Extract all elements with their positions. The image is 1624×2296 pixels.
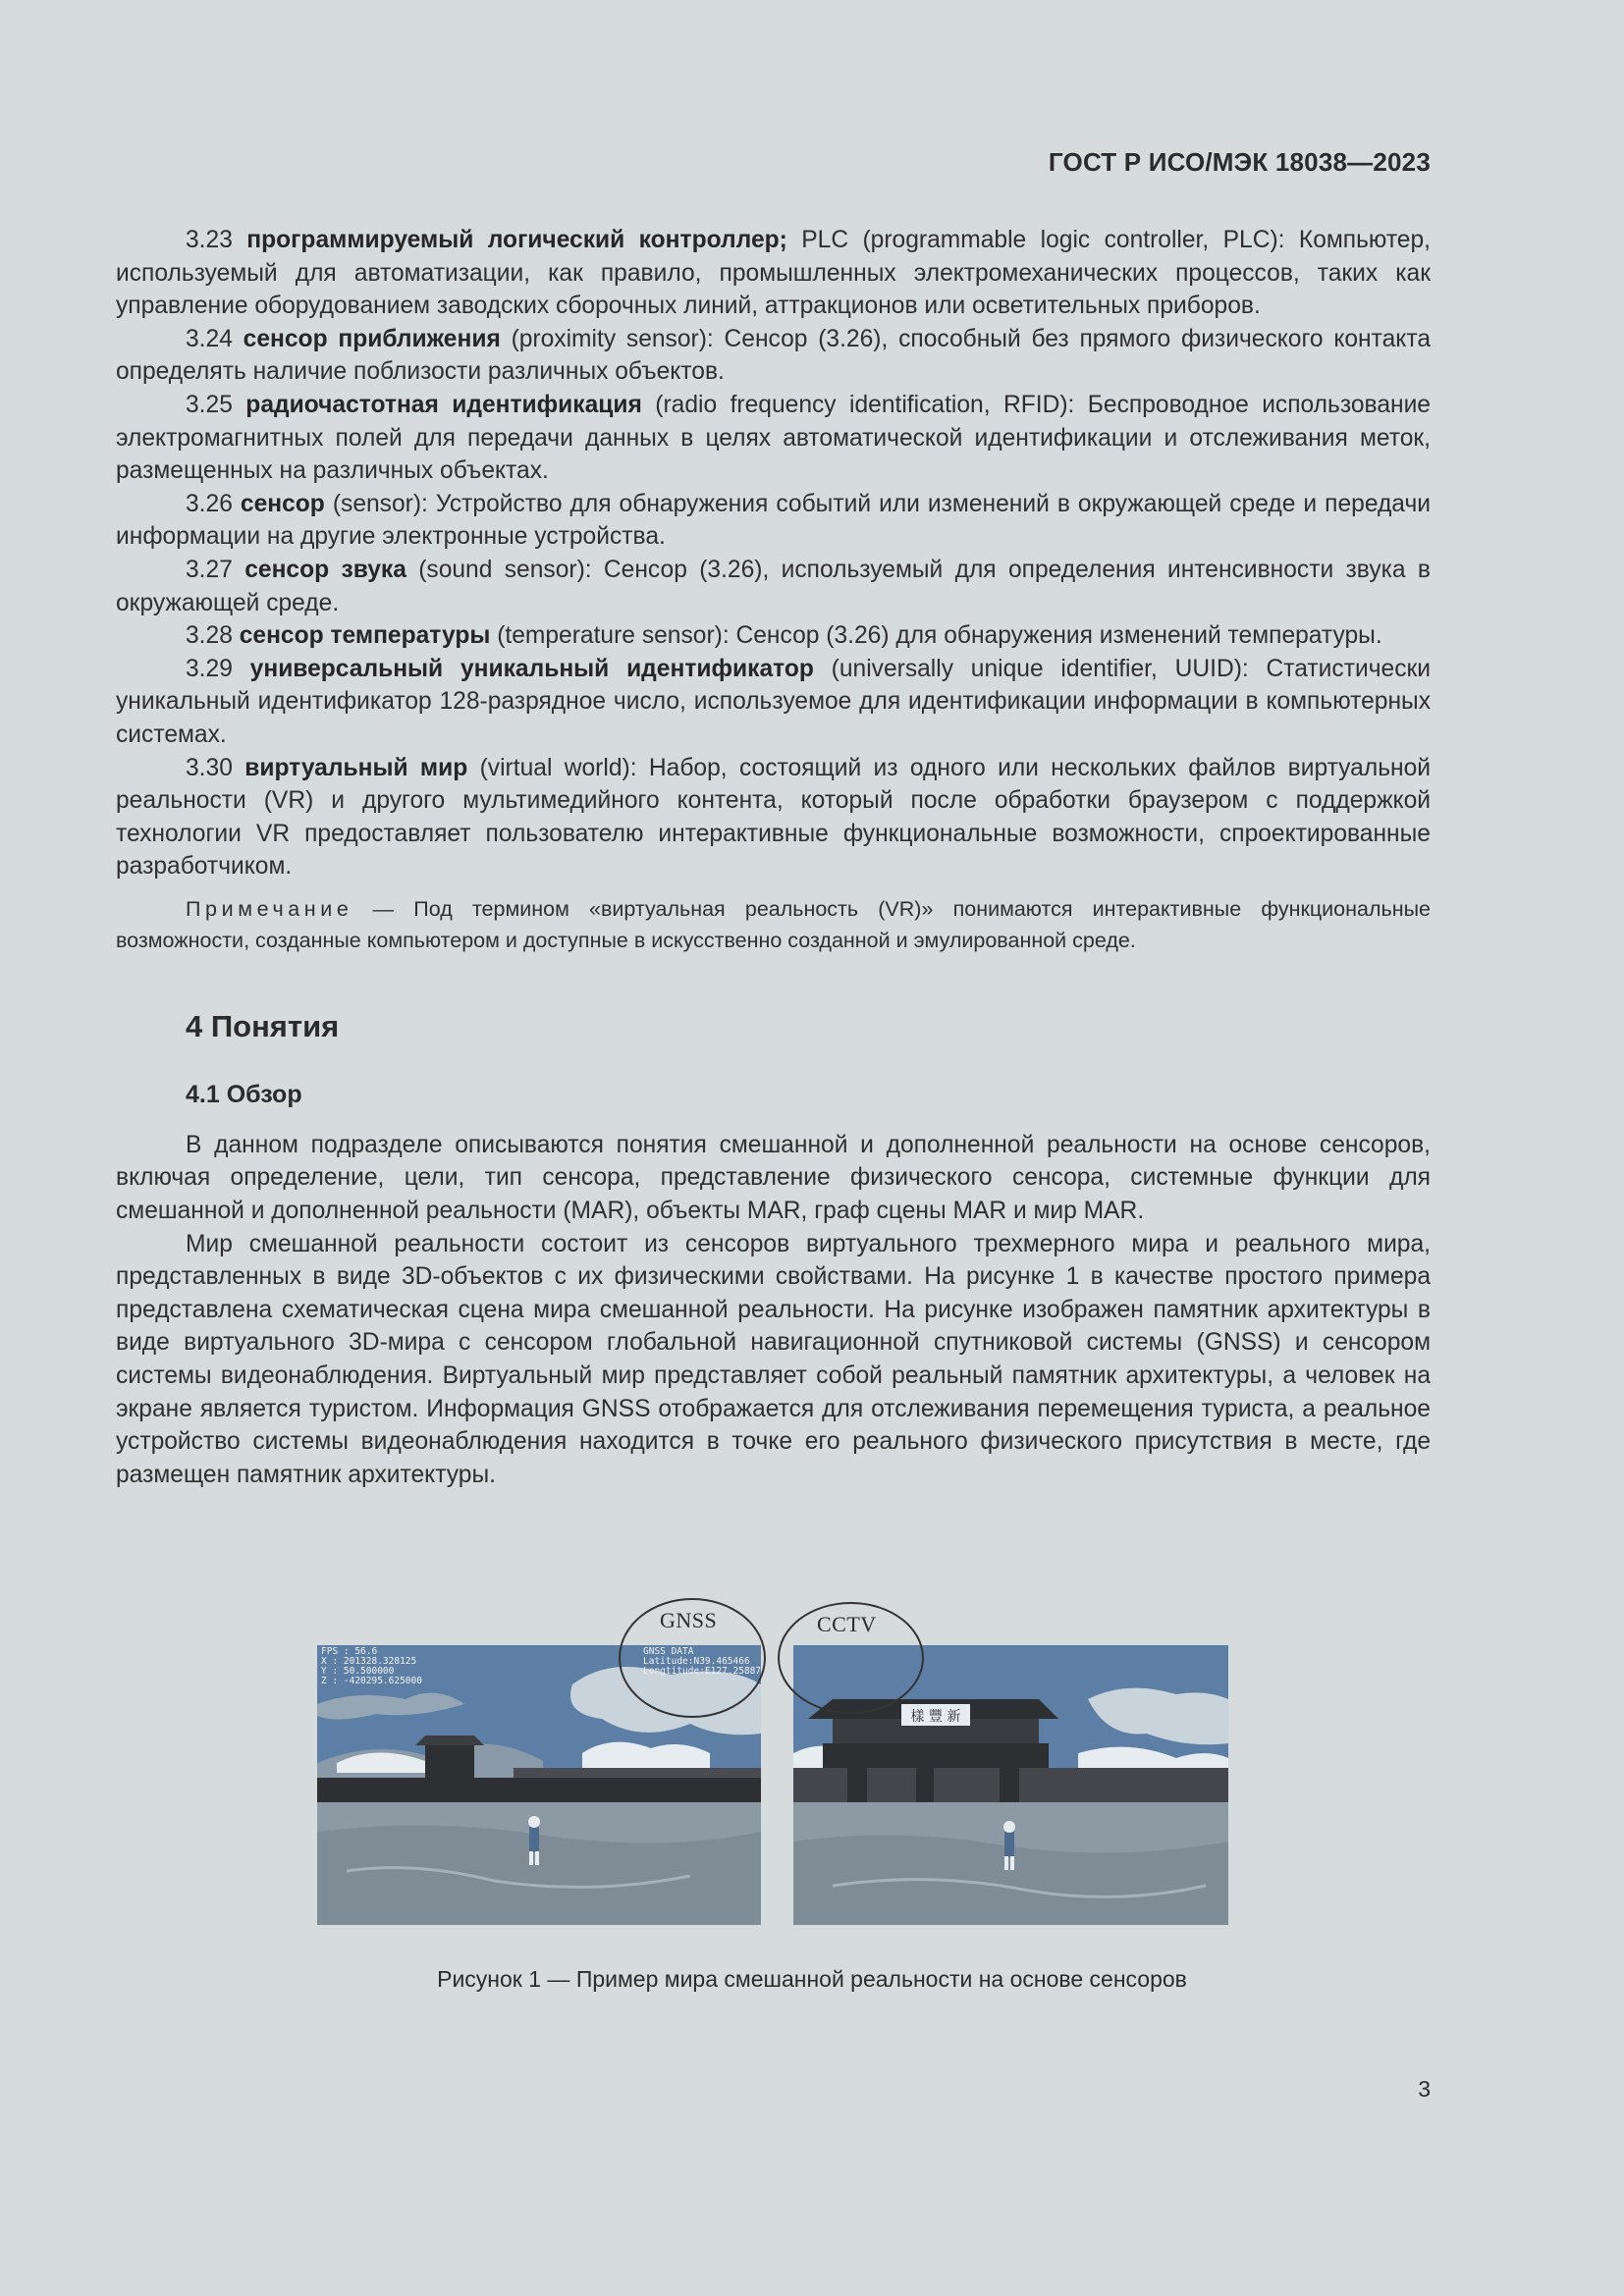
subsection-heading: 4.1 Обзор xyxy=(186,1080,302,1108)
definition-term: сенсор звука xyxy=(244,556,406,583)
definition-term: сенсор xyxy=(240,490,325,517)
body-paragraph: Мир смешанной реальности состоит из сенсоров виртуального трехмерного мира и реального мира, представленных в виде 3D-объектов с их физическими свойствами. На рисунке 1 в качестве простого примера представлена схематическая сцена мира смешанной реальности. На рисунке изображен памятник архитектуры в виде виртуального 3D-мира с сенсором глобальной навигационной спутниковой системы (GNSS) и сенсором системы видеонаблюдения. Виртуальный мир представляет собой реальный памятник архитектуры, а человек на экране является туристом. Информация GNSS отображается для отслеживания перемещения туриста, а реальное устройство системы видеонаблюдения находится в точке его реального физического присутствия в месте, где размещен памятник архитектуры. xyxy=(116,1230,1431,1488)
standard-code-header: ГОСТ Р ИСО/МЭК 18038—2023 xyxy=(1048,147,1431,177)
svg-text:樣 豐 新: 樣 豐 新 xyxy=(910,1709,961,1725)
definition-text: (proximity sensor): Сенсор (3.26), способный без прямого физического контакта определять наличие поблизости различных объектов. xyxy=(116,325,1431,386)
cctv-label: CCTV xyxy=(817,1612,877,1636)
definition-3-30 xyxy=(116,752,1431,883)
figure-caption: Рисунок 1 — Пример мира смешанной реальности на основе сенсоров xyxy=(437,1966,1187,1992)
note-label: Примечание xyxy=(186,896,353,921)
definition-text: (radio frequency identification, RFID): Беспроводное использование электромагнитных полей для передачи данных в целях автоматической идентификации и отслеживания меток, размещенных на различных объектах. xyxy=(116,391,1431,485)
main-content xyxy=(116,224,1431,1491)
definition-number: 3.28 xyxy=(186,622,233,650)
definition-term: сенсор температуры xyxy=(239,622,491,650)
definition-text: (sensor): Устройство для обнаружения событий или изменений в окружающей среде и передачи информации на другие электронные устройства. xyxy=(116,490,1431,551)
definition-text: PLC (programmable logic controller, PLC): Компьютер, используемый для автоматизации, как правило, промышленных электромеханических процессов, таких как управление оборудованием заводских сборочных линий, аттракционов или осветительных приборов. xyxy=(116,227,1431,320)
gnss-data-readout: GNSS DATA Latitude:N39.465466 Longtitude:E127.25887 xyxy=(643,1646,761,1677)
definition-3-28 xyxy=(116,619,1431,653)
definition-3-27 xyxy=(116,554,1431,619)
note-text: Под термином «виртуальная реальность (VR)» понимаются интерактивные функциональные возможности, созданные компьютером и доступные в искусственно созданной и эмулированной среде. xyxy=(116,896,1431,952)
note xyxy=(116,893,1431,956)
definition-number: 3.27 xyxy=(186,556,233,583)
definition-3-23 xyxy=(116,224,1431,323)
definition-text: (sound sensor): Сенсор (3.26), используемый для определения интенсивности звука в окружающей среде. xyxy=(116,556,1431,616)
definition-term: виртуальный мир xyxy=(244,754,468,781)
definition-3-26 xyxy=(116,488,1431,554)
definition-term: радиочастотная идентификация xyxy=(245,391,642,418)
note-dash: — xyxy=(352,896,414,921)
definition-number: 3.26 xyxy=(186,490,233,517)
definition-3-25 xyxy=(116,389,1431,488)
figure-1 xyxy=(316,1598,1229,1930)
definition-number: 3.30 xyxy=(186,754,233,781)
definition-text: (universally unique identifier, UUID): Статистически уникальный идентификатор 128-разрядное число, используемое для идентификации информации в компьютерных системах. xyxy=(116,655,1431,748)
definition-text: (virtual world): Набор, состоящий из одного или нескольких файлов виртуальной реальности (VR) и другого мультимедийного контента, который после обработки браузером с поддержкой технологии VR предоставляет пользователю интерактивные функциональные возможности, спроектированные разработчиком. xyxy=(116,754,1431,881)
definition-term: сенсор приближения xyxy=(243,325,501,352)
definition-3-24 xyxy=(116,323,1431,389)
definition-number: 3.23 xyxy=(186,227,233,253)
definition-term: универсальный уникальный идентификатор xyxy=(249,655,814,682)
definition-number: 3.24 xyxy=(186,325,233,352)
hud-readout: FPS : 56.6 X : 201328.328125 Y : 50.500000 Z : -420295.625000 xyxy=(321,1646,422,1686)
gnss-label: GNSS xyxy=(660,1608,718,1632)
body-paragraph: В данном подразделе описываются понятия смешанной и дополненной реальности на основе сенсоров, включая определение, цели, тип сенсора, представление физического сенсора, системные функции для смешанной и дополненной реальности (MAR), объекты MAR, граф сцены MAR и мир MAR. xyxy=(116,1131,1431,1225)
definition-3-29 xyxy=(116,653,1431,752)
definition-number: 3.29 xyxy=(186,655,233,682)
definition-number: 3.25 xyxy=(186,391,233,418)
definition-term: программируемый логический контроллер; xyxy=(246,227,787,253)
section-heading: 4 Понятия xyxy=(186,1008,340,1043)
definition-text: (temperature sensor): Сенсор (3.26) для обнаружения изменений температуры. xyxy=(490,622,1382,650)
page-number: 3 xyxy=(1418,2076,1431,2102)
